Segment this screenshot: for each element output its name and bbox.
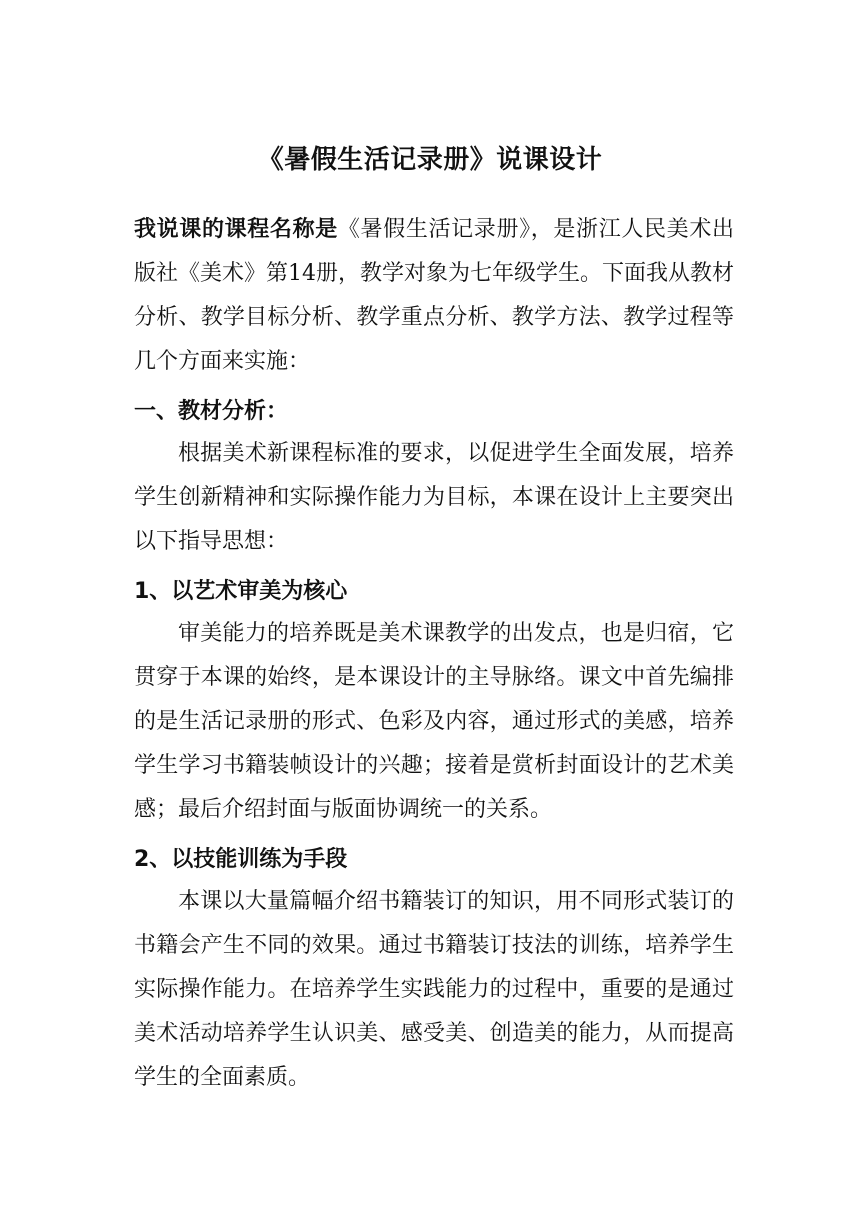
intro-rest: 《暑假生活记录册》，是浙江人民美术出版社《美术》第14册，教学对象为七年级学生。下面我从教材分析、教学目标分析、教学重点分析、教学方法、教学过程等几个方面来实施： <box>134 217 734 374</box>
point-heading-aesthetic <box>134 574 734 610</box>
point-heading-skills <box>134 842 734 878</box>
point1-paragraph: 审美能力的培养既是美术课教学的出发点，也是归宿，它贯穿于本课的始终，是本课设计的主导脉络。课文中首先编排的是生活记录册的形式、色彩及内容，通过形式的美感，培养学生学习书籍装帧设计的兴趣；接着是赏析封面设计的艺术美感；最后介绍封面与版面协调统一的关系。 <box>134 621 734 822</box>
intro-paragraph <box>134 208 734 384</box>
point2-heading-text: 2、以技能训练为手段 <box>134 847 348 872</box>
point2-paragraph: 本课以大量篇幅介绍书籍装订的知识，用不同形式装订的书籍会产生不同的效果。通过书籍装订技法的训练，培养学生实际操作能力。在培养学生实践能力的过程中，重要的是通过美术活动培养学生认识美、感受美、创造美的能力，从而提高学生的全面素质。 <box>134 889 734 1090</box>
intro-lead: 我说课的课程名称是 <box>134 217 338 242</box>
document-title: 《暑假生活记录册》说课设计 <box>257 145 603 175</box>
section1-paragraph: 根据美术新课程标准的要求，以促进学生全面发展，培养学生创新精神和实际操作能力为目标，本课在设计上主要突出以下指导思想： <box>134 441 734 554</box>
section-heading-textbook-analysis: 一、教材分析： <box>134 399 289 424</box>
point1-heading-text: 1、以艺术审美为核心 <box>134 579 348 604</box>
